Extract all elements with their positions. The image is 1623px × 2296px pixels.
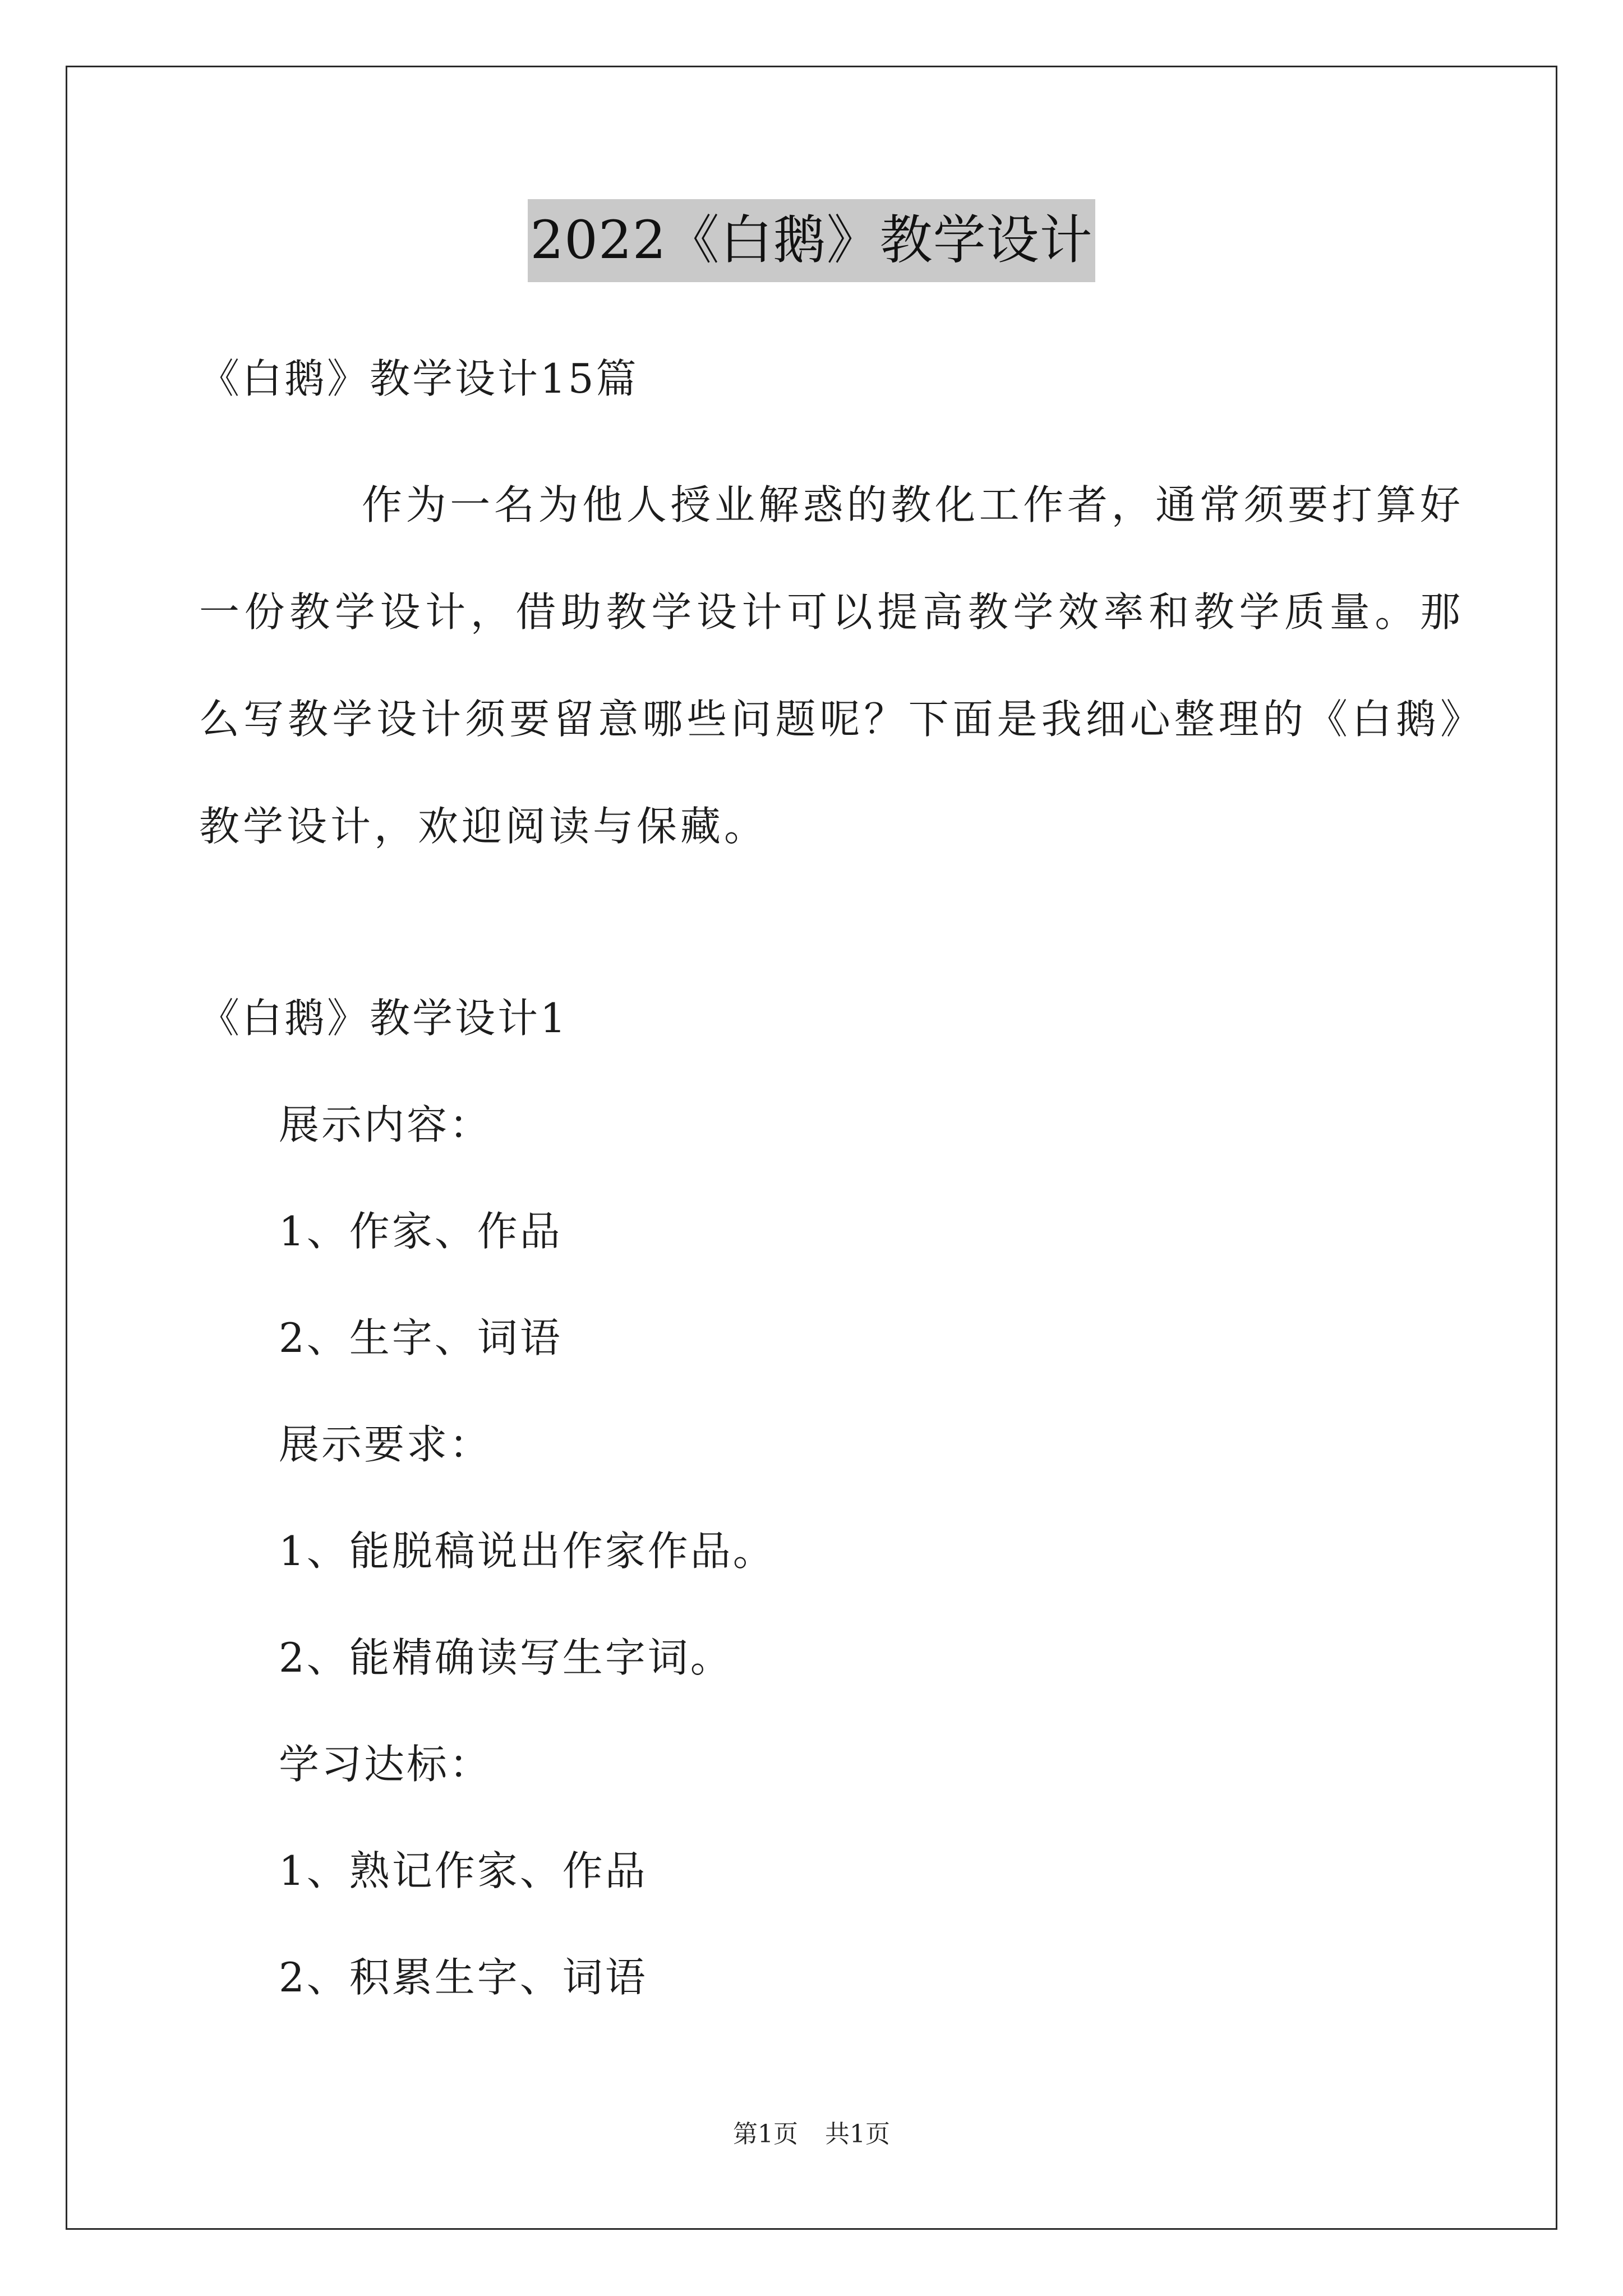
list-item: 2、积累生字、词语 (279, 1954, 648, 2001)
page-number: 第1页 (733, 2120, 798, 2148)
page-footer (0, 2118, 1623, 2151)
list-item: 2、能精确读写生字词。 (279, 1634, 733, 1681)
list-item: 展示要求： (279, 1421, 492, 1468)
section-heading: 《白鹅》教学设计1 (199, 995, 568, 1042)
list-item: 1、能脱稿说出作家作品。 (279, 1527, 776, 1575)
list-item: 1、熟记作家、作品 (279, 1847, 648, 1894)
document-subtitle: 《白鹅》教学设计15篇 (199, 355, 639, 402)
title-container (0, 199, 1623, 282)
page-total: 共1页 (825, 2120, 890, 2148)
document-title: 2022《白鹅》教学设计 (528, 199, 1095, 282)
list-item: 学习达标： (279, 1741, 492, 1788)
list-item: 1、作家、作品 (279, 1208, 562, 1255)
list-item: 展示内容： (279, 1101, 492, 1148)
intro-paragraph: 作为一名为他人授业解惑的教化工作者，通常须要打算好一份教学设计，借助教学设计可以提高教学效率和教学质量。那么写教学设计须要留意哪些问题呢？下面是我细心整理的《白鹅》教学设计，欢迎阅读与保藏。 (199, 481, 1464, 850)
list-item: 2、生字、词语 (279, 1314, 562, 1361)
